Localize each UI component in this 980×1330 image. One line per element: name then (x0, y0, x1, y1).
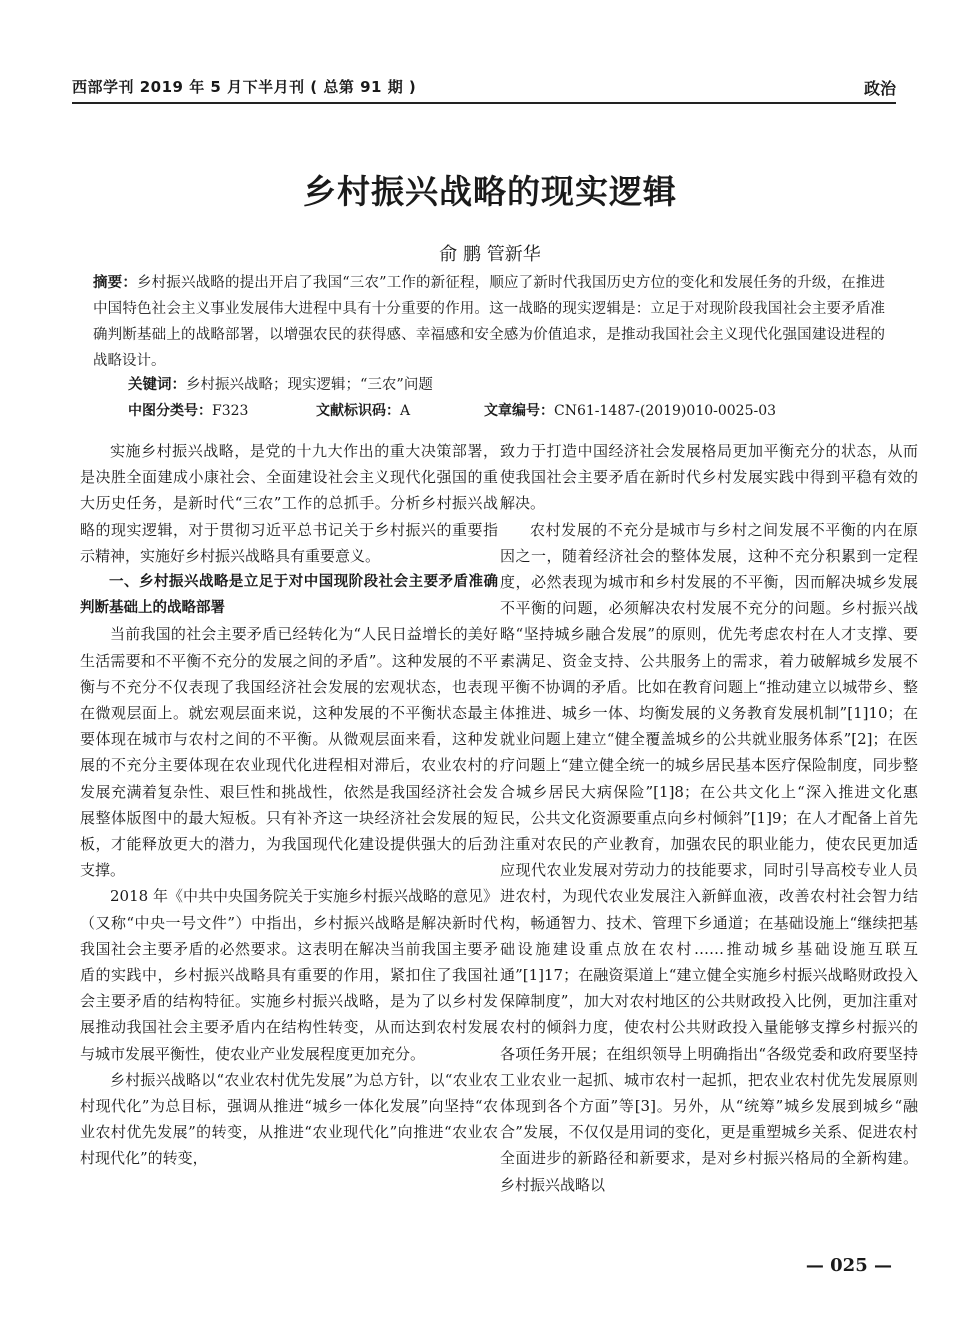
classification-line (128, 398, 888, 424)
abstract-label: 摘要： (93, 275, 137, 291)
abstract (93, 270, 885, 374)
paragraph: 当前我国的社会主要矛盾已经转化为“人民日益增长的美好生活需要和不平衡不充分的发展之间的矛盾”。这种发展的不平衡与不充分不仅表现了我国经济社会发展的宏观状态，也表现在微观层面上。就宏观层面来说，这种发展的不平衡状态最主要体现在城市与农村之间的不平衡。从微观层面来看，这种发展的不充分主要体现在农业现代化进程相对滞后，农业农村的发展充满着复杂性、艰巨性和挑战性，依然是我国经济社会发展整体版图中的最大短板。只有补齐这一块经济社会发展的短板，才能释放更大的潜力，为我国现代化建设提供强大的后劲支撑。 (80, 625, 498, 880)
paragraph: 农村发展的不充分是城市与乡村之间发展不平衡的内在原因之一，随着经济社会的整体发展，这种不充分积累到一定程度，必然表现为城市和乡村发展的不平衡，因而解决城乡发展不平衡的问题，必须解决农村发展不充分的问题。乡村振兴战略“坚持城乡融合发展”的原则，优先考虑农村在人才支撑、要素满足、资金支持、公共服务上的需求，着力破解城乡发展不平衡不协调的矛盾。比如在教育问题上“推动建立以城带乡、整体推进、城乡一体、均衡发展的义务教育发展机制”[1]10；在就业问题上建立“健全覆盖城乡的公共就业服务体系”[2]；在医疗问题上“建立健全统一的城乡居民基本医疗保险制度，同步整合城乡居民大病保险”[1]8；在公共文化上“深入推进文化惠民，公共文化资源要重点向乡村倾斜”[1]9；在人才配备上首先注重对农民的产业教育，加强农民的职业能力，使农民更加适应现代农业发展对劳动力的技能要求，同时引导高校专业人员进农村，为现代农业发展注入新鲜血液，改善农村社会智力结构，畅通智力、技术、管理下乡通道；在基础设施上“继续把基础设施建设重点放在农村……推动城乡基础设施互联互通”[1]17；在融资渠道上“建立健全实施乡村振兴战略财政投入保障制度”，加大对农村地区的公共财政投入比例，更加注重对农村的倾斜力度，使农村公共财政投入量能够支撑乡村振兴的各项任务开展；在组织领导上明确指出“各级党委和政府要坚持工业农业一起抓、城市农村一起抓，把农业农村优先发展原则体现到各个方面”等[3]。另外，从“统筹”城乡发展到城乡“融合”发展，不仅仅是用词的变化，更是重塑城乡关系、促进农村全面进步的新路径和新要求，是对乡村振兴格局的全新构建。乡村振兴战略以 (500, 520, 918, 1194)
body-column-left (80, 438, 498, 1172)
running-header (72, 72, 896, 106)
article-title: 乡村振兴战略的现实逻辑 (303, 172, 677, 211)
header-rule (72, 102, 896, 104)
section-heading: 一、乡村振兴战略是立足于对中国现阶段社会主要矛盾准确判断基础上的战略部署 (80, 574, 498, 617)
clc-field (128, 398, 248, 424)
article-authors: 俞 鹏 管新华 (439, 244, 541, 265)
body-column-right (500, 438, 918, 1198)
abstract-text: 乡村振兴战略的提出开启了我国“三农”工作的新征程，顺应了新时代我国历史方位的变化和发展任务的升级，在推进中国特色社会主义事业发展伟大进程中具有十分重要的作用。这一战略的现实逻辑是：立足于对现阶段我国社会主要矛盾准确判断基础上的战略部署，以增强农民的获得感、幸福感和安全感为价值追求，是推动我国社会主义现代化强国建设进程的战略设计。 (93, 275, 885, 369)
clc-label: 中图分类号： (128, 403, 212, 419)
paragraph: 实施乡村振兴战略，是党的十九大作出的重大决策部署，是决胜全面建成小康社会、全面建设社会主义现代化强国的重大历史任务，是新时代“三农”工作的总抓手。分析乡村振兴战略的现实逻辑，对于贯彻习近平总书记关于乡村振兴的重要指示精神，实施好乡村振兴战略具有重要意义。 (80, 442, 498, 565)
paragraph: 致力于打造中国经济社会发展格局更加平衡充分的状态，从而使我国社会主要矛盾在新时代乡村发展实践中得到平稳有效的解决。 (500, 442, 918, 513)
article-number-value: CN61-1487-(2019)010-0025-03 (554, 403, 777, 419)
article-number-label: 文章编号： (484, 403, 554, 419)
clc-value: F323 (212, 403, 249, 419)
page-number: — 025 — (805, 1255, 892, 1276)
keywords-text: 乡村振兴战略；现实逻辑；“三农”问题 (186, 377, 433, 393)
journal-name: 西部学刊 2019 年 5 月下半月刊 ( 总第 91 期 ) (72, 78, 417, 96)
paragraph: 2018 年《中共中央国务院关于实施乡村振兴战略的意见》（又称“中央一号文件”）中指出，乡村振兴战略是解决新时代我国社会主要矛盾的必然要求。这表明在解决当前我国主要矛盾的实践中，乡村振兴战略具有重要的作用，紧扣住了我国社会主要矛盾的结构特征。实施乡村振兴战略，是为了以乡村发展推动我国社会主要矛盾内在结构性转变，从而达到农村发展与城市发展平衡性，使农业产业发展程度更加充分。 (80, 887, 498, 1063)
section-label: 政治 (863, 79, 896, 98)
doc-code-field (316, 398, 410, 424)
keywords (128, 372, 433, 398)
keywords-label: 关键词： (128, 377, 186, 393)
article-number-field (484, 398, 776, 424)
doc-code-label: 文献标识码： (316, 403, 400, 419)
doc-code-value: A (400, 403, 411, 419)
paragraph: 乡村振兴战略以“农业农村优先发展”为总方针，以“农业农村现代化”为总目标，强调从推进“城乡一体化发展”向坚持“农业农村优先发展”的转变，从推进“农业现代化”向推进“农业农村现代化”的转变， (80, 1070, 498, 1168)
